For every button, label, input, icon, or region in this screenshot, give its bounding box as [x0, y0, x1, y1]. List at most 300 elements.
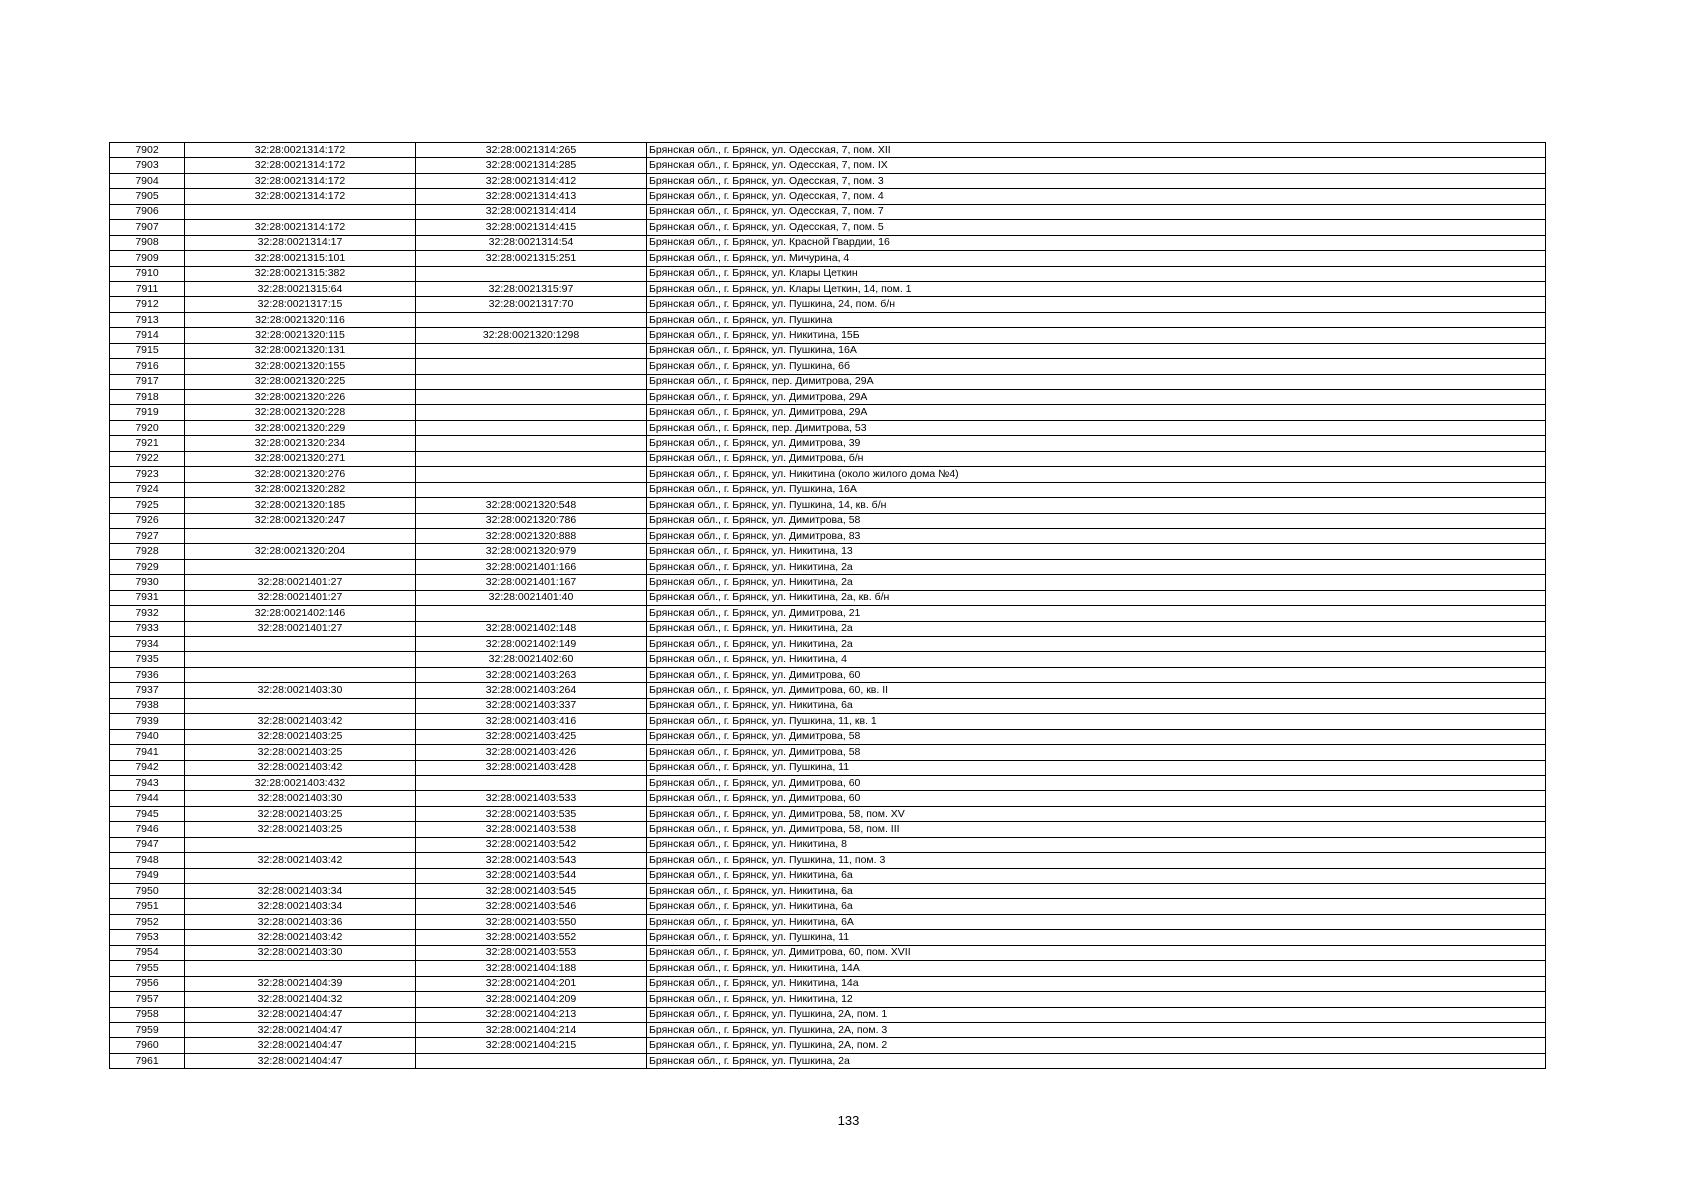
row-number-cell: 7948 — [110, 853, 185, 868]
address-cell: Брянская обл., г. Брянск, ул. Никитина, 14а — [647, 976, 1546, 991]
object-cadastral-number-cell: 32:28:0021403:428 — [416, 760, 647, 775]
table-row — [110, 729, 1546, 744]
address-cell: Брянская обл., г. Брянск, ул. Димитрова, 60, пом. XVII — [647, 945, 1546, 960]
object-cadastral-number-cell — [416, 467, 647, 482]
address-cell: Брянская обл., г. Брянск, ул. Пушкина, 11 — [647, 760, 1546, 775]
row-number-cell: 7920 — [110, 420, 185, 435]
row-number-cell: 7914 — [110, 328, 185, 343]
address-cell: Брянская обл., г. Брянск, пер. Димитрова, 29А — [647, 374, 1546, 389]
row-number-cell: 7917 — [110, 374, 185, 389]
cadastral-number-cell: 32:28:0021403:25 — [185, 729, 416, 744]
table-row — [110, 806, 1546, 821]
table-row — [110, 868, 1546, 883]
address-cell: Брянская обл., г. Брянск, ул. Пушкина, 6б — [647, 359, 1546, 374]
cadastral-number-cell: 32:28:0021320:247 — [185, 513, 416, 528]
table-row — [110, 297, 1546, 312]
table-row — [110, 884, 1546, 899]
row-number-cell: 7932 — [110, 606, 185, 621]
object-cadastral-number-cell: 32:28:0021320:888 — [416, 528, 647, 543]
table-row — [110, 1007, 1546, 1022]
table-row — [110, 1022, 1546, 1037]
row-number-cell: 7942 — [110, 760, 185, 775]
table-row — [110, 559, 1546, 574]
table-row — [110, 899, 1546, 914]
table-row — [110, 992, 1546, 1007]
cadastral-number-cell: 32:28:0021403:42 — [185, 714, 416, 729]
address-cell: Брянская обл., г. Брянск, ул. Одесская, 7, пом. IX — [647, 158, 1546, 173]
table-row — [110, 606, 1546, 621]
address-cell: Брянская обл., г. Брянск, ул. Пушкина, 2А, пом. 3 — [647, 1022, 1546, 1037]
row-number-cell: 7950 — [110, 884, 185, 899]
cadastral-number-cell: 32:28:0021315:64 — [185, 281, 416, 296]
cadastral-number-cell: 32:28:0021314:172 — [185, 189, 416, 204]
cadastral-number-cell: 32:28:0021320:131 — [185, 343, 416, 358]
address-cell: Брянская обл., г. Брянск, ул. Димитрова, 58, пом. XV — [647, 806, 1546, 821]
cadastral-number-cell — [185, 528, 416, 543]
row-number-cell: 7955 — [110, 961, 185, 976]
cadastral-number-cell: 32:28:0021404:47 — [185, 1022, 416, 1037]
row-number-cell: 7957 — [110, 992, 185, 1007]
address-cell: Брянская обл., г. Брянск, ул. Пушкина, 11, пом. 3 — [647, 853, 1546, 868]
cadastral-number-cell: 32:28:0021403:25 — [185, 745, 416, 760]
table-row — [110, 575, 1546, 590]
cadastral-number-cell: 32:28:0021404:47 — [185, 1053, 416, 1068]
row-number-cell: 7912 — [110, 297, 185, 312]
address-cell: Брянская обл., г. Брянск, ул. Димитрова, 58 — [647, 745, 1546, 760]
cadastral-number-cell: 32:28:0021404:47 — [185, 1038, 416, 1053]
cadastral-number-cell — [185, 698, 416, 713]
row-number-cell: 7930 — [110, 575, 185, 590]
address-cell: Брянская обл., г. Брянск, ул. Одесская, 7, пом. 4 — [647, 189, 1546, 204]
address-cell: Брянская обл., г. Брянск, ул. Никитина, 14А — [647, 961, 1546, 976]
address-cell: Брянская обл., г. Брянск, ул. Пушкина, 11 — [647, 930, 1546, 945]
cadastral-number-cell: 32:28:0021403:34 — [185, 884, 416, 899]
address-cell: Брянская обл., г. Брянск, ул. Клары Цеткин — [647, 266, 1546, 281]
table-row — [110, 961, 1546, 976]
row-number-cell: 7954 — [110, 945, 185, 960]
row-number-cell: 7960 — [110, 1038, 185, 1053]
object-cadastral-number-cell — [416, 405, 647, 420]
object-cadastral-number-cell: 32:28:0021317:70 — [416, 297, 647, 312]
row-number-cell: 7915 — [110, 343, 185, 358]
address-cell: Брянская обл., г. Брянск, ул. Никитина, 6а — [647, 884, 1546, 899]
row-number-cell: 7916 — [110, 359, 185, 374]
table-row — [110, 698, 1546, 713]
object-cadastral-number-cell: 32:28:0021314:265 — [416, 143, 647, 158]
object-cadastral-number-cell: 32:28:0021314:285 — [416, 158, 647, 173]
cadastral-number-cell: 32:28:0021403:30 — [185, 791, 416, 806]
table-row — [110, 451, 1546, 466]
table-row — [110, 158, 1546, 173]
address-cell: Брянская обл., г. Брянск, ул. Никитина, 6а — [647, 698, 1546, 713]
address-cell: Брянская обл., г. Брянск, пер. Димитрова, 53 — [647, 420, 1546, 435]
address-cell: Брянская обл., г. Брянск, ул. Пушкина, 24, пом. б/н — [647, 297, 1546, 312]
cadastral-number-cell: 32:28:0021403:42 — [185, 853, 416, 868]
object-cadastral-number-cell — [416, 451, 647, 466]
row-number-cell: 7936 — [110, 667, 185, 682]
object-cadastral-number-cell — [416, 1053, 647, 1068]
cadastral-number-cell: 32:28:0021403:42 — [185, 760, 416, 775]
table-row — [110, 204, 1546, 219]
address-cell: Брянская обл., г. Брянск, ул. Димитрова, 58 — [647, 729, 1546, 744]
table-row — [110, 528, 1546, 543]
object-cadastral-number-cell: 32:28:0021403:538 — [416, 822, 647, 837]
table-row — [110, 482, 1546, 497]
row-number-cell: 7926 — [110, 513, 185, 528]
cadastral-number-cell: 32:28:0021314:172 — [185, 158, 416, 173]
table-row — [110, 436, 1546, 451]
table-row — [110, 405, 1546, 420]
object-cadastral-number-cell: 32:28:0021403:426 — [416, 745, 647, 760]
table-row — [110, 775, 1546, 790]
row-number-cell: 7908 — [110, 235, 185, 250]
address-cell: Брянская обл., г. Брянск, ул. Никитина, 2а, кв. б/н — [647, 590, 1546, 605]
table-row — [110, 683, 1546, 698]
register-table-body — [110, 143, 1546, 1069]
object-cadastral-number-cell: 32:28:0021403:416 — [416, 714, 647, 729]
table-row — [110, 251, 1546, 266]
table-row — [110, 544, 1546, 559]
table-row — [110, 745, 1546, 760]
object-cadastral-number-cell: 32:28:0021403:263 — [416, 667, 647, 682]
address-cell: Брянская обл., г. Брянск, ул. Никитина, 12 — [647, 992, 1546, 1007]
row-number-cell: 7944 — [110, 791, 185, 806]
address-cell: Брянская обл., г. Брянск, ул. Димитрова, 60 — [647, 667, 1546, 682]
address-cell: Брянская обл., г. Брянск, ул. Пушкина, 14, кв. б/н — [647, 498, 1546, 513]
object-cadastral-number-cell — [416, 775, 647, 790]
address-cell: Брянская обл., г. Брянск, ул. Никитина, 2а — [647, 575, 1546, 590]
row-number-cell: 7919 — [110, 405, 185, 420]
row-number-cell: 7961 — [110, 1053, 185, 1068]
address-cell: Брянская обл., г. Брянск, ул. Никитина, 4 — [647, 652, 1546, 667]
object-cadastral-number-cell: 32:28:0021402:60 — [416, 652, 647, 667]
row-number-cell: 7945 — [110, 806, 185, 821]
address-cell: Брянская обл., г. Брянск, ул. Пушкина, 2А, пом. 1 — [647, 1007, 1546, 1022]
object-cadastral-number-cell: 32:28:0021314:413 — [416, 189, 647, 204]
address-cell: Брянская обл., г. Брянск, ул. Димитрова, 60, кв. II — [647, 683, 1546, 698]
row-number-cell: 7906 — [110, 204, 185, 219]
address-cell: Брянская обл., г. Брянск, ул. Димитрова, б/н — [647, 451, 1546, 466]
address-cell: Брянская обл., г. Брянск, ул. Никитина (около жилого дома №4) — [647, 467, 1546, 482]
cadastral-number-cell: 32:28:0021315:101 — [185, 251, 416, 266]
object-cadastral-number-cell — [416, 420, 647, 435]
object-cadastral-number-cell: 32:28:0021404:215 — [416, 1038, 647, 1053]
cadastral-number-cell: 32:28:0021320:226 — [185, 390, 416, 405]
object-cadastral-number-cell: 32:28:0021404:201 — [416, 976, 647, 991]
object-cadastral-number-cell: 32:28:0021320:979 — [416, 544, 647, 559]
object-cadastral-number-cell: 32:28:0021314:412 — [416, 173, 647, 188]
row-number-cell: 7937 — [110, 683, 185, 698]
table-row — [110, 173, 1546, 188]
object-cadastral-number-cell: 32:28:0021315:251 — [416, 251, 647, 266]
cadastral-number-cell: 32:28:0021401:27 — [185, 590, 416, 605]
address-cell: Брянская обл., г. Брянск, ул. Димитрова, 58 — [647, 513, 1546, 528]
row-number-cell: 7959 — [110, 1022, 185, 1037]
table-row — [110, 930, 1546, 945]
row-number-cell: 7927 — [110, 528, 185, 543]
address-cell: Брянская обл., г. Брянск, ул. Димитрова, 29А — [647, 405, 1546, 420]
address-cell: Брянская обл., г. Брянск, ул. Красной Гвардии, 16 — [647, 235, 1546, 250]
table-row — [110, 714, 1546, 729]
address-cell: Брянская обл., г. Брянск, ул. Димитрова, 60 — [647, 775, 1546, 790]
row-number-cell: 7938 — [110, 698, 185, 713]
object-cadastral-number-cell: 32:28:0021401:166 — [416, 559, 647, 574]
cadastral-number-cell: 32:28:0021404:32 — [185, 992, 416, 1007]
table-row — [110, 220, 1546, 235]
object-cadastral-number-cell: 32:28:0021404:188 — [416, 961, 647, 976]
address-cell: Брянская обл., г. Брянск, ул. Димитрова, 83 — [647, 528, 1546, 543]
object-cadastral-number-cell: 32:28:0021403:550 — [416, 914, 647, 929]
address-cell: Брянская обл., г. Брянск, ул. Никитина, 2а — [647, 559, 1546, 574]
row-number-cell: 7953 — [110, 930, 185, 945]
object-cadastral-number-cell: 32:28:0021401:40 — [416, 590, 647, 605]
row-number-cell: 7941 — [110, 745, 185, 760]
cadastral-number-cell: 32:28:0021404:39 — [185, 976, 416, 991]
table-row — [110, 914, 1546, 929]
object-cadastral-number-cell: 32:28:0021403:544 — [416, 868, 647, 883]
cadastral-number-cell: 32:28:0021403:432 — [185, 775, 416, 790]
table-row — [110, 791, 1546, 806]
cadastral-number-cell — [185, 559, 416, 574]
cadastral-number-cell: 32:28:0021314:172 — [185, 220, 416, 235]
cadastral-number-cell — [185, 961, 416, 976]
table-row — [110, 266, 1546, 281]
object-cadastral-number-cell: 32:28:0021403:553 — [416, 945, 647, 960]
row-number-cell: 7956 — [110, 976, 185, 991]
table-row — [110, 1038, 1546, 1053]
row-number-cell: 7909 — [110, 251, 185, 266]
object-cadastral-number-cell — [416, 606, 647, 621]
cadastral-number-cell — [185, 204, 416, 219]
cadastral-number-cell: 32:28:0021320:225 — [185, 374, 416, 389]
object-cadastral-number-cell: 32:28:0021404:213 — [416, 1007, 647, 1022]
object-cadastral-number-cell: 32:28:0021403:552 — [416, 930, 647, 945]
object-cadastral-number-cell — [416, 312, 647, 327]
row-number-cell: 7940 — [110, 729, 185, 744]
object-cadastral-number-cell: 32:28:0021403:425 — [416, 729, 647, 744]
table-row — [110, 312, 1546, 327]
object-cadastral-number-cell — [416, 374, 647, 389]
object-cadastral-number-cell — [416, 390, 647, 405]
address-cell: Брянская обл., г. Брянск, ул. Одесская, 7, пом. XII — [647, 143, 1546, 158]
cadastral-number-cell: 32:28:0021320:204 — [185, 544, 416, 559]
row-number-cell: 7913 — [110, 312, 185, 327]
cadastral-number-cell — [185, 652, 416, 667]
table-row — [110, 343, 1546, 358]
address-cell: Брянская обл., г. Брянск, ул. Никитина, 6а — [647, 899, 1546, 914]
object-cadastral-number-cell: 32:28:0021402:148 — [416, 621, 647, 636]
address-cell: Брянская обл., г. Брянск, ул. Пушкина, 16А — [647, 482, 1546, 497]
row-number-cell: 7939 — [110, 714, 185, 729]
address-cell: Брянская обл., г. Брянск, ул. Мичурина, 4 — [647, 251, 1546, 266]
cadastral-number-cell: 32:28:0021320:115 — [185, 328, 416, 343]
cadastral-number-cell: 32:28:0021314:172 — [185, 173, 416, 188]
cadastral-number-cell: 32:28:0021314:17 — [185, 235, 416, 250]
address-cell: Брянская обл., г. Брянск, ул. Димитрова, 29А — [647, 390, 1546, 405]
row-number-cell: 7918 — [110, 390, 185, 405]
cadastral-number-cell: 32:28:0021403:34 — [185, 899, 416, 914]
table-row — [110, 621, 1546, 636]
object-cadastral-number-cell: 32:28:0021320:1298 — [416, 328, 647, 343]
cadastral-number-cell: 32:28:0021403:25 — [185, 806, 416, 821]
row-number-cell: 7949 — [110, 868, 185, 883]
object-cadastral-number-cell — [416, 343, 647, 358]
address-cell: Брянская обл., г. Брянск, ул. Никитина, 6А — [647, 914, 1546, 929]
object-cadastral-number-cell: 32:28:0021315:97 — [416, 281, 647, 296]
address-cell: Брянская обл., г. Брянск, ул. Димитрова, 21 — [647, 606, 1546, 621]
row-number-cell: 7951 — [110, 899, 185, 914]
row-number-cell: 7911 — [110, 281, 185, 296]
row-number-cell: 7929 — [110, 559, 185, 574]
cadastral-number-cell: 32:28:0021320:185 — [185, 498, 416, 513]
row-number-cell: 7923 — [110, 467, 185, 482]
cadastral-number-cell: 32:28:0021403:25 — [185, 822, 416, 837]
row-number-cell: 7902 — [110, 143, 185, 158]
address-cell: Брянская обл., г. Брянск, ул. Клары Цеткин, 14, пом. 1 — [647, 281, 1546, 296]
table-row — [110, 837, 1546, 852]
row-number-cell: 7903 — [110, 158, 185, 173]
row-number-cell: 7947 — [110, 837, 185, 852]
object-cadastral-number-cell: 32:28:0021401:167 — [416, 575, 647, 590]
cadastral-number-cell: 32:28:0021401:27 — [185, 621, 416, 636]
object-cadastral-number-cell — [416, 359, 647, 374]
row-number-cell: 7928 — [110, 544, 185, 559]
object-cadastral-number-cell: 32:28:0021403:337 — [416, 698, 647, 713]
table-row — [110, 945, 1546, 960]
cadastral-number-cell: 32:28:0021320:229 — [185, 420, 416, 435]
row-number-cell: 7946 — [110, 822, 185, 837]
property-register-table — [109, 142, 1546, 1069]
object-cadastral-number-cell: 32:28:0021314:54 — [416, 235, 647, 250]
object-cadastral-number-cell: 32:28:0021320:786 — [416, 513, 647, 528]
table-row — [110, 652, 1546, 667]
cadastral-number-cell — [185, 837, 416, 852]
cadastral-number-cell — [185, 868, 416, 883]
address-cell: Брянская обл., г. Брянск, ул. Пушкина, 11, кв. 1 — [647, 714, 1546, 729]
cadastral-number-cell: 32:28:0021403:36 — [185, 914, 416, 929]
address-cell: Брянская обл., г. Брянск, ул. Никитина, 2а — [647, 637, 1546, 652]
cadastral-number-cell: 32:28:0021320:228 — [185, 405, 416, 420]
object-cadastral-number-cell: 32:28:0021320:548 — [416, 498, 647, 513]
address-cell: Брянская обл., г. Брянск, ул. Никитина, 6а — [647, 868, 1546, 883]
object-cadastral-number-cell — [416, 266, 647, 281]
object-cadastral-number-cell: 32:28:0021403:533 — [416, 791, 647, 806]
cadastral-number-cell: 32:28:0021401:27 — [185, 575, 416, 590]
object-cadastral-number-cell: 32:28:0021403:543 — [416, 853, 647, 868]
cadastral-number-cell: 32:28:0021320:234 — [185, 436, 416, 451]
object-cadastral-number-cell: 32:28:0021403:264 — [416, 683, 647, 698]
cadastral-number-cell: 32:28:0021403:30 — [185, 945, 416, 960]
row-number-cell: 7910 — [110, 266, 185, 281]
row-number-cell: 7907 — [110, 220, 185, 235]
table-row — [110, 328, 1546, 343]
address-cell: Брянская обл., г. Брянск, ул. Пушкина, 2А, пом. 2 — [647, 1038, 1546, 1053]
address-cell: Брянская обл., г. Брянск, ул. Димитрова, 58, пом. III — [647, 822, 1546, 837]
object-cadastral-number-cell: 32:28:0021314:414 — [416, 204, 647, 219]
table-row — [110, 281, 1546, 296]
row-number-cell: 7958 — [110, 1007, 185, 1022]
table-row — [110, 590, 1546, 605]
cadastral-number-cell — [185, 667, 416, 682]
object-cadastral-number-cell: 32:28:0021403:545 — [416, 884, 647, 899]
object-cadastral-number-cell: 32:28:0021403:546 — [416, 899, 647, 914]
table-row — [110, 374, 1546, 389]
row-number-cell: 7931 — [110, 590, 185, 605]
address-cell: Брянская обл., г. Брянск, ул. Одесская, 7, пом. 3 — [647, 173, 1546, 188]
table-row — [110, 390, 1546, 405]
cadastral-number-cell: 32:28:0021317:15 — [185, 297, 416, 312]
table-row — [110, 1053, 1546, 1068]
object-cadastral-number-cell: 32:28:0021403:535 — [416, 806, 647, 821]
table-row — [110, 822, 1546, 837]
address-cell: Брянская обл., г. Брянск, ул. Одесская, 7, пом. 7 — [647, 204, 1546, 219]
row-number-cell: 7934 — [110, 637, 185, 652]
row-number-cell: 7952 — [110, 914, 185, 929]
address-cell: Брянская обл., г. Брянск, ул. Пушкина, 2а — [647, 1053, 1546, 1068]
row-number-cell: 7922 — [110, 451, 185, 466]
cadastral-number-cell: 32:28:0021320:271 — [185, 451, 416, 466]
object-cadastral-number-cell — [416, 482, 647, 497]
cadastral-number-cell: 32:28:0021314:172 — [185, 143, 416, 158]
object-cadastral-number-cell: 32:28:0021314:415 — [416, 220, 647, 235]
cadastral-number-cell: 32:28:0021315:382 — [185, 266, 416, 281]
table-row — [110, 235, 1546, 250]
table-row — [110, 189, 1546, 204]
table-row — [110, 976, 1546, 991]
row-number-cell: 7935 — [110, 652, 185, 667]
address-cell: Брянская обл., г. Брянск, ул. Одесская, 7, пом. 5 — [647, 220, 1546, 235]
address-cell: Брянская обл., г. Брянск, ул. Пушкина — [647, 312, 1546, 327]
table-row — [110, 420, 1546, 435]
table-row — [110, 359, 1546, 374]
table-row — [110, 143, 1546, 158]
cadastral-number-cell: 32:28:0021404:47 — [185, 1007, 416, 1022]
object-cadastral-number-cell — [416, 436, 647, 451]
address-cell: Брянская обл., г. Брянск, ул. Никитина, 2а — [647, 621, 1546, 636]
row-number-cell: 7924 — [110, 482, 185, 497]
row-number-cell: 7933 — [110, 621, 185, 636]
table-row — [110, 498, 1546, 513]
row-number-cell: 7905 — [110, 189, 185, 204]
address-cell: Брянская обл., г. Брянск, ул. Никитина, 15Б — [647, 328, 1546, 343]
row-number-cell: 7921 — [110, 436, 185, 451]
cadastral-number-cell — [185, 637, 416, 652]
table-row — [110, 637, 1546, 652]
address-cell: Брянская обл., г. Брянск, ул. Никитина, 8 — [647, 837, 1546, 852]
object-cadastral-number-cell: 32:28:0021403:542 — [416, 837, 647, 852]
cadastral-number-cell: 32:28:0021402:146 — [185, 606, 416, 621]
page-number: 133 — [837, 1113, 860, 1128]
cadastral-number-cell: 32:28:0021403:30 — [185, 683, 416, 698]
cadastral-number-cell: 32:28:0021320:282 — [185, 482, 416, 497]
table-row — [110, 513, 1546, 528]
cadastral-number-cell: 32:28:0021403:42 — [185, 930, 416, 945]
cadastral-number-cell: 32:28:0021320:276 — [185, 467, 416, 482]
object-cadastral-number-cell: 32:28:0021404:214 — [416, 1022, 647, 1037]
table-row — [110, 853, 1546, 868]
object-cadastral-number-cell: 32:28:0021404:209 — [416, 992, 647, 1007]
row-number-cell: 7943 — [110, 775, 185, 790]
address-cell: Брянская обл., г. Брянск, ул. Димитрова, 60 — [647, 791, 1546, 806]
table-row — [110, 760, 1546, 775]
cadastral-number-cell: 32:28:0021320:116 — [185, 312, 416, 327]
table-row — [110, 667, 1546, 682]
address-cell: Брянская обл., г. Брянск, ул. Димитрова, 39 — [647, 436, 1546, 451]
object-cadastral-number-cell: 32:28:0021402:149 — [416, 637, 647, 652]
address-cell: Брянская обл., г. Брянск, ул. Никитина, 13 — [647, 544, 1546, 559]
address-cell: Брянская обл., г. Брянск, ул. Пушкина, 16А — [647, 343, 1546, 358]
cadastral-number-cell: 32:28:0021320:155 — [185, 359, 416, 374]
